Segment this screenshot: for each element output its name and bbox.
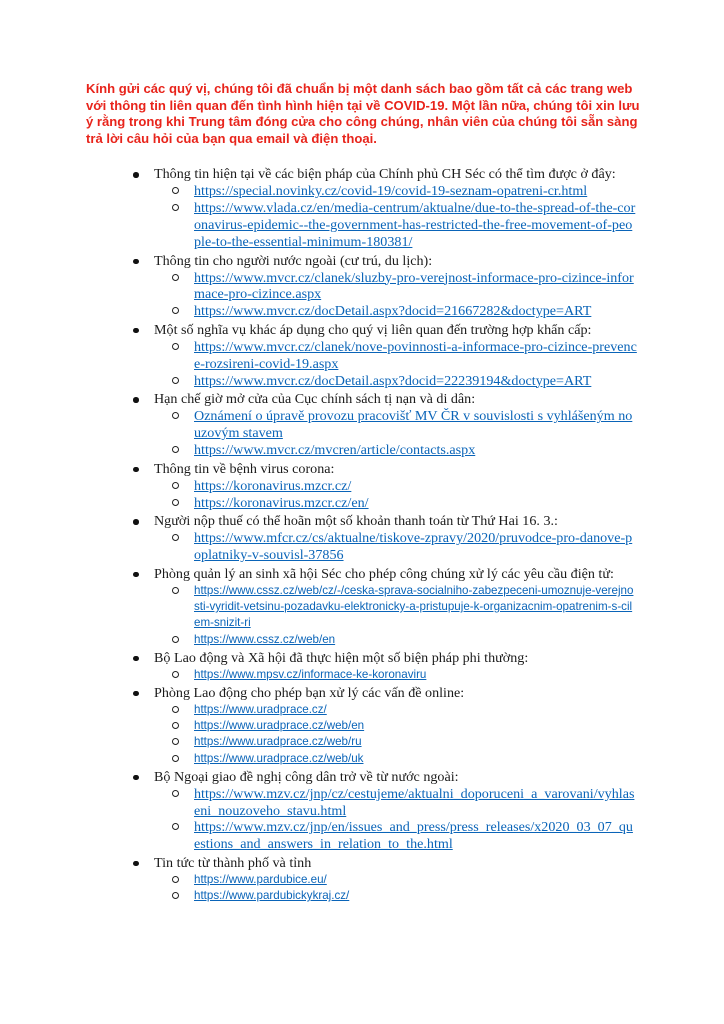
hollow-circle-bullet-icon <box>172 187 179 194</box>
link-list <box>154 183 652 250</box>
list-item <box>86 391 652 458</box>
resource-link[interactable]: https://www.vlada.cz/en/media-centrum/aktualne/due-to-the-spread-of-the-coronavirus-epidemic--the-government-has-restricted-the-free-movement-of-people-to-the-essential-minimum-180381/ <box>194 200 636 250</box>
resource-link[interactable]: https://www.mvcr.cz/mvcren/article/contacts.aspx <box>194 441 476 458</box>
link-item <box>154 495 652 512</box>
hollow-circle-bullet-icon <box>172 534 179 541</box>
link-item <box>154 751 652 767</box>
link-item <box>154 583 652 632</box>
section-heading: Thông tin cho người nước ngoài (cư trú, du lịch): <box>154 252 433 269</box>
resource-link[interactable]: https://special.novinky.cz/covid-19/covid-19-seznam-opatreni-cr.html <box>194 183 588 200</box>
link-item <box>154 734 652 750</box>
link-item <box>154 303 652 320</box>
resource-link[interactable]: https://www.cssz.cz/web/cz/-/ceska-sprava-socialniho-zabezpeceni-umoznuje-verejnosti-vyridit-vetsinu-pozadavku-elektronicky-a-pristupuje-k-organizacnim-opatrenim-s-cilem-snizit-ri <box>194 583 634 630</box>
resource-link[interactable]: https://koronavirus.mzcr.cz/en/ <box>194 494 369 511</box>
hollow-circle-bullet-icon <box>172 587 179 594</box>
filled-disc-bullet-icon <box>133 775 139 781</box>
resource-link[interactable]: https://koronavirus.mzcr.cz/ <box>194 477 352 494</box>
link-list <box>154 270 652 320</box>
section-heading: Phòng Lao động cho phép bạn xử lý các vấn đề online: <box>154 684 465 701</box>
link-item <box>154 270 652 304</box>
link-item <box>154 183 652 200</box>
resource-list <box>86 166 652 904</box>
section-heading: Tin tức từ thành phố và tỉnh <box>154 854 312 871</box>
filled-disc-bullet-icon <box>133 467 139 473</box>
hollow-circle-bullet-icon <box>172 706 179 713</box>
section-heading: Thông tin về bệnh virus corona: <box>154 460 335 477</box>
link-item <box>154 702 652 718</box>
link-list <box>154 872 652 904</box>
resource-link[interactable]: https://www.uradprace.cz/web/ru <box>194 735 362 749</box>
list-item <box>86 566 652 648</box>
link-list <box>154 530 652 564</box>
filled-disc-bullet-icon <box>133 172 139 178</box>
hollow-circle-bullet-icon <box>172 671 179 678</box>
hollow-circle-bullet-icon <box>172 274 179 281</box>
filled-disc-bullet-icon <box>133 656 139 662</box>
section-heading: Thông tin hiện tại về các biện pháp của Chính phủ CH Séc có thể tìm được ở đây: <box>154 166 616 183</box>
resource-link[interactable]: https://www.mpsv.cz/informace-ke-koronaviru <box>194 667 427 681</box>
filled-disc-bullet-icon <box>133 861 139 867</box>
hollow-circle-bullet-icon <box>172 790 179 797</box>
hollow-circle-bullet-icon <box>172 823 179 830</box>
filled-disc-bullet-icon <box>133 397 139 403</box>
resource-link[interactable]: https://www.mfcr.cz/cs/aktualne/tiskove-zpravy/2020/pruvodce-pro-danove-poplatniky-v-souvisl-37856 <box>194 530 633 564</box>
link-list <box>154 702 652 767</box>
filled-disc-bullet-icon <box>133 259 139 265</box>
intro-paragraph: Kính gửi các quý vị, chúng tôi đã chuẩn bị một danh sách bao gồm tất cả các trang web với thông tin liên quan đến tình hình hiện tại về COVID-19. Một lần nữa, chúng tôi xin lưu ý rằng trong khi Trung tâm đóng cửa cho công chúng, nhân viên của chúng tôi sẵn sàng trả lời câu hỏi của bạn qua email và điện thoại. <box>86 81 640 146</box>
filled-disc-bullet-icon <box>133 519 139 525</box>
hollow-circle-bullet-icon <box>172 412 179 419</box>
hollow-circle-bullet-icon <box>172 482 179 489</box>
list-item <box>86 253 652 320</box>
resource-link[interactable]: https://www.uradprace.cz/web/en <box>194 719 365 733</box>
link-item <box>154 819 652 853</box>
resource-link[interactable]: https://www.mvcr.cz/clanek/sluzby-pro-verejnost-informace-pro-cizince-informace-pro-cizince.aspx <box>194 269 634 303</box>
resource-link[interactable]: https://www.mvcr.cz/clanek/nove-povinnosti-a-informace-pro-cizince-prevence-rozsireni-covid-19.aspx <box>194 338 637 372</box>
link-item <box>154 478 652 495</box>
hollow-circle-bullet-icon <box>172 499 179 506</box>
hollow-circle-bullet-icon <box>172 892 179 899</box>
hollow-circle-bullet-icon <box>172 876 179 883</box>
resource-link[interactable]: https://www.uradprace.cz/ <box>194 702 327 716</box>
section-heading: Bộ Lao động và Xã hội đã thực hiện một số biện pháp phi thường: <box>154 649 529 666</box>
resource-link[interactable]: Oznámení o úpravě provozu pracovišť MV ČR v souvislosti s vyhlášeným nouzovým stavem <box>194 408 633 442</box>
hollow-circle-bullet-icon <box>172 343 179 350</box>
link-item <box>154 408 652 442</box>
link-list <box>154 339 652 389</box>
link-list <box>154 478 652 512</box>
link-item <box>154 200 652 250</box>
list-item <box>86 650 652 683</box>
list-item <box>86 685 652 767</box>
resource-link[interactable]: https://www.cssz.cz/web/en <box>194 632 336 646</box>
list-item <box>86 855 652 904</box>
hollow-circle-bullet-icon <box>172 738 179 745</box>
section-heading: Bộ Ngoại giao đề nghị công dân trở về từ nước ngoài: <box>154 768 459 785</box>
filled-disc-bullet-icon <box>133 572 139 578</box>
link-item <box>154 872 652 888</box>
list-item <box>86 769 652 853</box>
hollow-circle-bullet-icon <box>172 307 179 314</box>
hollow-circle-bullet-icon <box>172 446 179 453</box>
hollow-circle-bullet-icon <box>172 722 179 729</box>
link-list <box>154 408 652 458</box>
link-item <box>154 632 652 648</box>
section-heading: Một số nghĩa vụ khác áp dụng cho quý vị liên quan đến trường hợp khẩn cấp: <box>154 321 592 338</box>
resource-link[interactable]: https://www.mzv.cz/jnp/cz/cestujeme/aktualni_doporuceni_a_varovani/vyhlaseni_nouzoveho_stavu.html <box>194 785 635 819</box>
hollow-circle-bullet-icon <box>172 377 179 384</box>
filled-disc-bullet-icon <box>133 691 139 697</box>
link-item <box>154 339 652 373</box>
link-list <box>154 786 652 853</box>
filled-disc-bullet-icon <box>133 328 139 334</box>
resource-link[interactable]: https://www.mvcr.cz/docDetail.aspx?docid=21667282&doctype=ART <box>194 303 592 320</box>
link-item <box>154 530 652 564</box>
link-list <box>154 583 652 648</box>
link-item <box>154 718 652 734</box>
section-heading: Người nộp thuế có thể hoãn một số khoản thanh toán từ Thứ Hai 16. 3.: <box>154 513 558 530</box>
link-item <box>154 442 652 459</box>
section-heading: Phòng quản lý an sinh xã hội Séc cho phép công chúng xử lý các yêu cầu điện tử: <box>154 565 614 582</box>
link-item <box>154 667 652 683</box>
resource-link[interactable]: https://www.mvcr.cz/docDetail.aspx?docid=22239194&doctype=ART <box>194 372 592 389</box>
resource-link[interactable]: https://www.pardubickykraj.cz/ <box>194 889 350 903</box>
hollow-circle-bullet-icon <box>172 755 179 762</box>
section-heading: Hạn chế giờ mở cửa của Cục chính sách tị nạn và di dân: <box>154 391 476 408</box>
resource-link[interactable]: https://www.uradprace.cz/web/uk <box>194 751 364 765</box>
link-item <box>154 373 652 390</box>
link-item <box>154 888 652 904</box>
link-item <box>154 786 652 820</box>
list-item <box>86 322 652 389</box>
hollow-circle-bullet-icon <box>172 204 179 211</box>
list-item <box>86 513 652 564</box>
list-item <box>86 166 652 250</box>
resource-link[interactable]: https://www.mzv.cz/jnp/en/issues_and_press/press_releases/x2020_03_07_questions_and_answers_in_relation_to_the.html <box>194 819 633 853</box>
resource-link[interactable]: https://www.pardubice.eu/ <box>194 872 327 886</box>
link-list <box>154 667 652 683</box>
hollow-circle-bullet-icon <box>172 636 179 643</box>
list-item <box>86 461 652 512</box>
